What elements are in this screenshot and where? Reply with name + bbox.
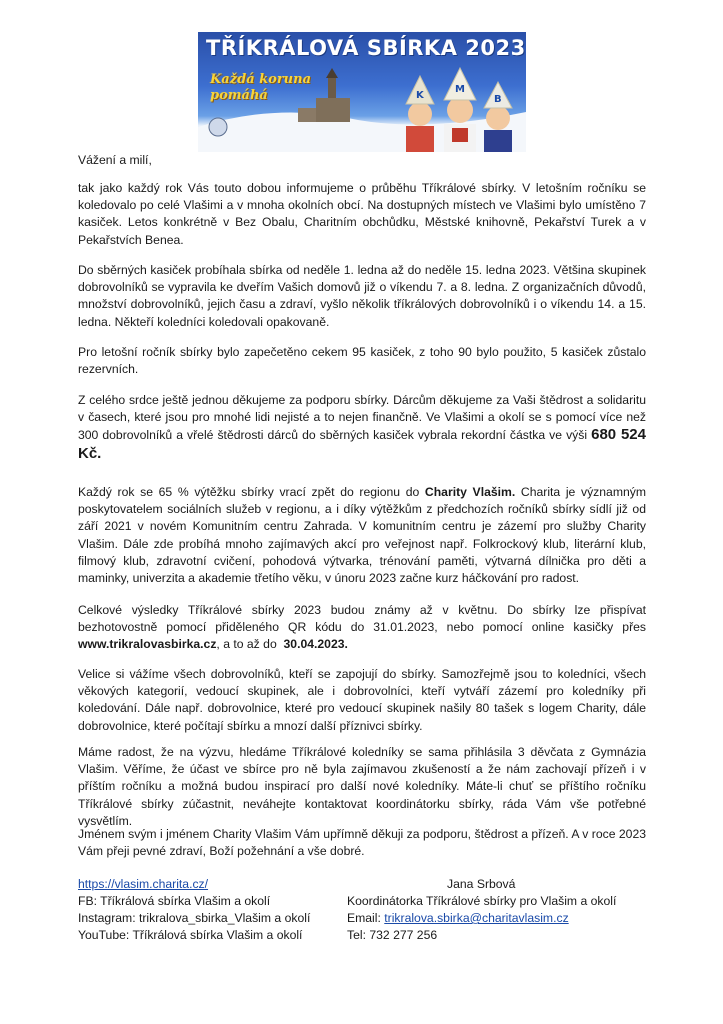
svg-text:B: B xyxy=(494,94,502,105)
online-box-url[interactable]: www.trikralovasbirka.cz xyxy=(78,637,217,652)
svg-text:K: K xyxy=(416,90,424,101)
instagram-info: Instagram: trikralova_sbirka_Vlašim a okolí xyxy=(78,911,311,925)
website-link[interactable]: https://vlasim.charita.cz/ xyxy=(78,877,209,891)
youtube-info: YouTube: Tříkrálová sbírka Vlašim a okolí xyxy=(78,928,303,942)
greeting: Vážení a milí, xyxy=(78,153,152,167)
svg-text:M: M xyxy=(455,84,465,95)
banner-slogan-line1: Každá koruna xyxy=(210,72,311,87)
banner-title: TŘÍKRÁLOVÁ SBÍRKA 2023 xyxy=(206,36,526,60)
charity-text-rest: Charita je významným poskytovatelem sociálních služeb v regionu, a i díky výtěžkům z předchozích ročníků sbírky sídlí již od září 2021 v novém Komunitním centru Zahrada. V komunitním centru je zázemí pro služby Charity Vlašim. Dále zde probíhá mnoho zajímavých akcí pro veřejnost např. Folkrockový klub, literární klub, filmový klub, zdravotní cvičení, pohodová výtvarka, trénování paměti, výtvarná dílnička pro děti a maminky, univerzita a akademie třetího věku, v únoru 2023 začne kurz háčkování pro radost. xyxy=(78,485,646,586)
paragraph-closing: Jménem svým i jménem Charity Vlašim Vám upřímně děkuji za podporu, štědrost a přízeň. A v roce 2023 Vám přeji pevné zdraví, Boží požehnání a vše dobré. xyxy=(78,827,646,859)
paragraph-charity xyxy=(78,484,646,587)
results-text-start: Celkové výsledky Tříkrálové sbírky 2023 budou známy až v květnu. Do sbírky lze přispívat bezhotovostně pomocí přiděleného QR kódu do 31.01.2023, nebo pomocí online kasičky přes xyxy=(78,603,646,635)
signature-role: Koordinátorka Tříkrálové sbírky pro Vlašim a okolí xyxy=(347,894,617,908)
email-link[interactable]: trikralova.sbirka@charitavlasim.cz xyxy=(384,911,569,925)
charity-name: Charity Vlašim. xyxy=(424,485,516,499)
charity-text-start: Každý rok se 65 % výtěžku sbírky vrací zpět do regionu do xyxy=(78,485,420,499)
thanks-text: Z celého srdce ještě jednou děkujeme za podporu sbírky. Dárcům děkujeme za Vaši štědrost a solidaritu v časech, které jsou pro mnohé lidi nejisté a to nejen finančně. Ve Vlašimi a okolí se s pomocí více než 300 dobrovolníků a vřelé štědrosti dárců do sběrných kasiček vybrala rekordní částka ve výši xyxy=(78,393,646,443)
email-label: Email: xyxy=(347,911,381,925)
online-box-deadline: 30.04.2023. xyxy=(283,637,348,652)
facebook-info: FB: Tříkrálová sbírka Vlašim a okolí xyxy=(78,894,271,908)
total-amount: 680 524 Kč. xyxy=(78,426,646,462)
paragraph-collection-dates: Do sběrných kasiček probíhala sbírka od neděle 1. ledna až do neděle 15. ledna 2023. Většina skupinek dobrovolníků se vypravila ke dveřím Vašich domovů již o víkendu 7. a 8. ledna. Z organizačních důvodů, množství dobrovolníků, jejich času a zdraví, vyšlo několik tříkrálových dobrovolníků i o víkendu 14. a 15. ledna. Někteří koledníci koledovali opakovaně. xyxy=(78,263,646,329)
paragraph-thanks xyxy=(78,392,646,463)
results-text-mid: , a to až do xyxy=(216,637,277,652)
signature-name: Jana Srbová xyxy=(447,877,516,891)
paragraph-gymnasium: Máme radost, že na výzvu, hledáme Tříkrálové koledníky se sama přihlásila 3 děvčata z Gymnázia Vlašim. Věříme, že účast ve sbírce pro ně byla zajímavou zkušeností a že nám zachovají přízeň i v příštím ročníku a možná budou inspirací pro další nové koledníky. Máte-li chuť se příštího ročníku Tříkrálové sbírky zúčastnit, neváhejte kontaktovat koordinátorku sbírky, ráda Vám vše potřebné vysvětlím. xyxy=(78,745,646,828)
banner-image xyxy=(198,32,526,152)
paragraph-volunteers: Velice si vážíme všech dobrovolníků, kteří se zapojují do sbírky. Samozřejmě jsou to koledníci, všech věkových kategorií, vedoucí skupinek, ale i dobrovolníci, kteří vytváří zázemí pro koledníky při koledování. Dále např. dobrovolnice, které pro vedoucí skupinek našily 80 tašek s logem Charity, dále dobrovolnice, které počítají sbírku a mnozí další příznivci sbírky. xyxy=(78,667,646,733)
banner-slogan-line2: pomáhá xyxy=(210,88,268,103)
paragraph-intro: tak jako každý rok Vás touto dobou informujeme o průběhu Tříkrálové sbírky. V letošním ročníku se koledovalo po celé Vlašimi a v mnoha okolních obcí. Na dostupných místech ve Vlašimi bylo umístěno 7 kasiček. Letos konkrétně v Bez Obalu, Charitním obchůdku, Městské knihovně, Pekařství Turek a v Pekařstvích Benea. xyxy=(78,181,646,247)
paragraph-results xyxy=(78,602,646,654)
email-line xyxy=(347,910,569,927)
phone-line: Tel: 732 277 256 xyxy=(347,928,438,942)
paragraph-boxes: Pro letošní ročník sbírky bylo zapečetěno cekem 95 kasiček, z toho 90 bylo použito, 5 kasiček zůstalo rezervních. xyxy=(78,345,646,377)
